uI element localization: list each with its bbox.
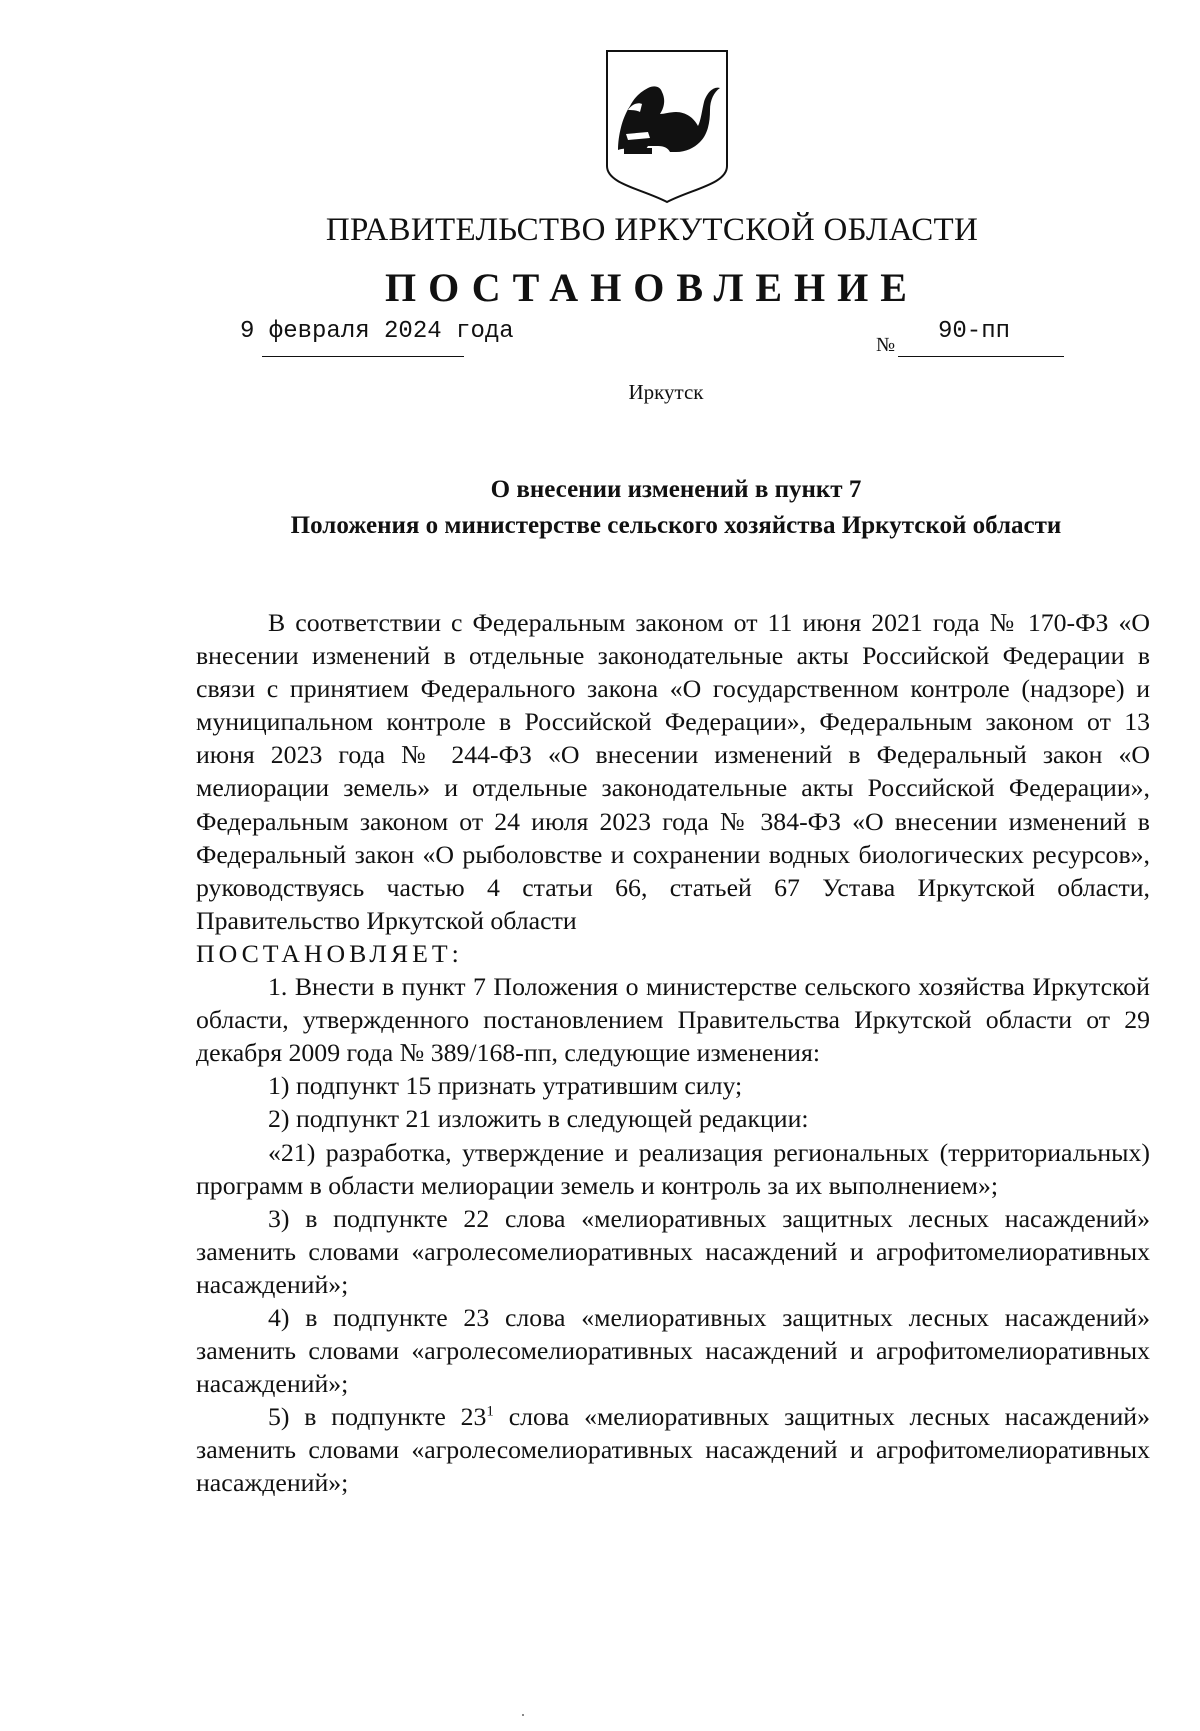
- document-city: Иркутск: [628, 380, 704, 404]
- subitem-5-paragraph: [196, 1400, 1150, 1499]
- scan-speck: [522, 1714, 524, 1716]
- document-subject: [196, 472, 1156, 544]
- subitem-4-paragraph: 4) в подпункте 23 слова «мелиоративных защитных лесных насаждений» заменить словами «агролесомелиоративных насаждений и агрофитомелиоративных насаждений»;: [196, 1302, 1150, 1399]
- document-type-title: ПОСТАНОВЛЕНИЕ: [385, 265, 919, 310]
- resolves-heading: ПОСТАНОВЛЯЕТ:: [196, 938, 463, 968]
- coat-of-arms-emblem: [604, 48, 730, 206]
- item-1-paragraph: 1. Внести в пункт 7 Положения о министерстве сельского хозяйства Иркутской области, утвержденного постановлением Правительства Иркутской области от 29 декабря 2009 года № 389/168-пп, следующие изменения:: [196, 972, 1150, 1068]
- subitem-2-text-paragraph: «21) разработка, утверждение и реализация региональных (территориальных) программ в области мелиорации земель и контроль за их выполнением»;: [196, 1137, 1150, 1200]
- preamble-paragraph: В соответствии с Федеральным законом от 11 июня 2021 года № 170-ФЗ «О внесении изменений в отдельные законодательные акты Российской Федерации в связи с принятием Федерального закона «О государственном контроле (надзоре) и муниципальном контроле в Российской Федерации», Федеральным законом от 13 июня 2023 года № 244-ФЗ «О внесении изменений в Федеральный закон «О мелиорации земель» и отдельные законодательные акты Российской Федерации», Федеральным законом от 24 июля 2023 года № 384-ФЗ «О внесении изменений в Федеральный закон «О рыболовстве и сохранении водных биологических ресурсов», руководствуясь частью 4 статьи 66, статьей 67 Устава Иркутской области, Правительство Иркутской области: [196, 608, 1150, 935]
- number-underline: [898, 356, 1064, 357]
- subitem-5-rest: слова «мелиоративных защитных лесных насаждений» заменить словами «агролесомелиоративных насаждений и агрофитомелиоративных насаждений»;: [196, 1402, 1150, 1498]
- subitem-2-paragraph: 2) подпункт 21 изложить в следующей редакции:: [268, 1104, 809, 1134]
- document-number: 90-пп: [938, 318, 1011, 345]
- subitem-5-start: 5) в подпункте 23: [268, 1402, 487, 1432]
- subject-line-2: Положения о министерстве сельского хозяйства Иркутской области: [290, 512, 1062, 539]
- subitem-1-paragraph: 1) подпункт 15 признать утратившим силу;: [268, 1071, 743, 1101]
- subitem-3-paragraph: 3) в подпункте 22 слова «мелиоративных защитных лесных насаждений» заменить словами «агролесомелиоративных насаждений и агрофитомелиоративных насаждений»;: [196, 1203, 1150, 1299]
- document-date: 9 февраля 2024 года: [240, 318, 514, 345]
- government-name: ПРАВИТЕЛЬСТВО ИРКУТСКОЙ ОБЛАСТИ: [325, 212, 979, 248]
- number-sign: №: [876, 334, 896, 356]
- subitem-5-superscript: 1: [486, 1403, 494, 1420]
- document-body: [196, 606, 1150, 1500]
- subject-line-1: О внесении изменений в пункт 7: [490, 476, 862, 503]
- date-underline: [262, 356, 464, 357]
